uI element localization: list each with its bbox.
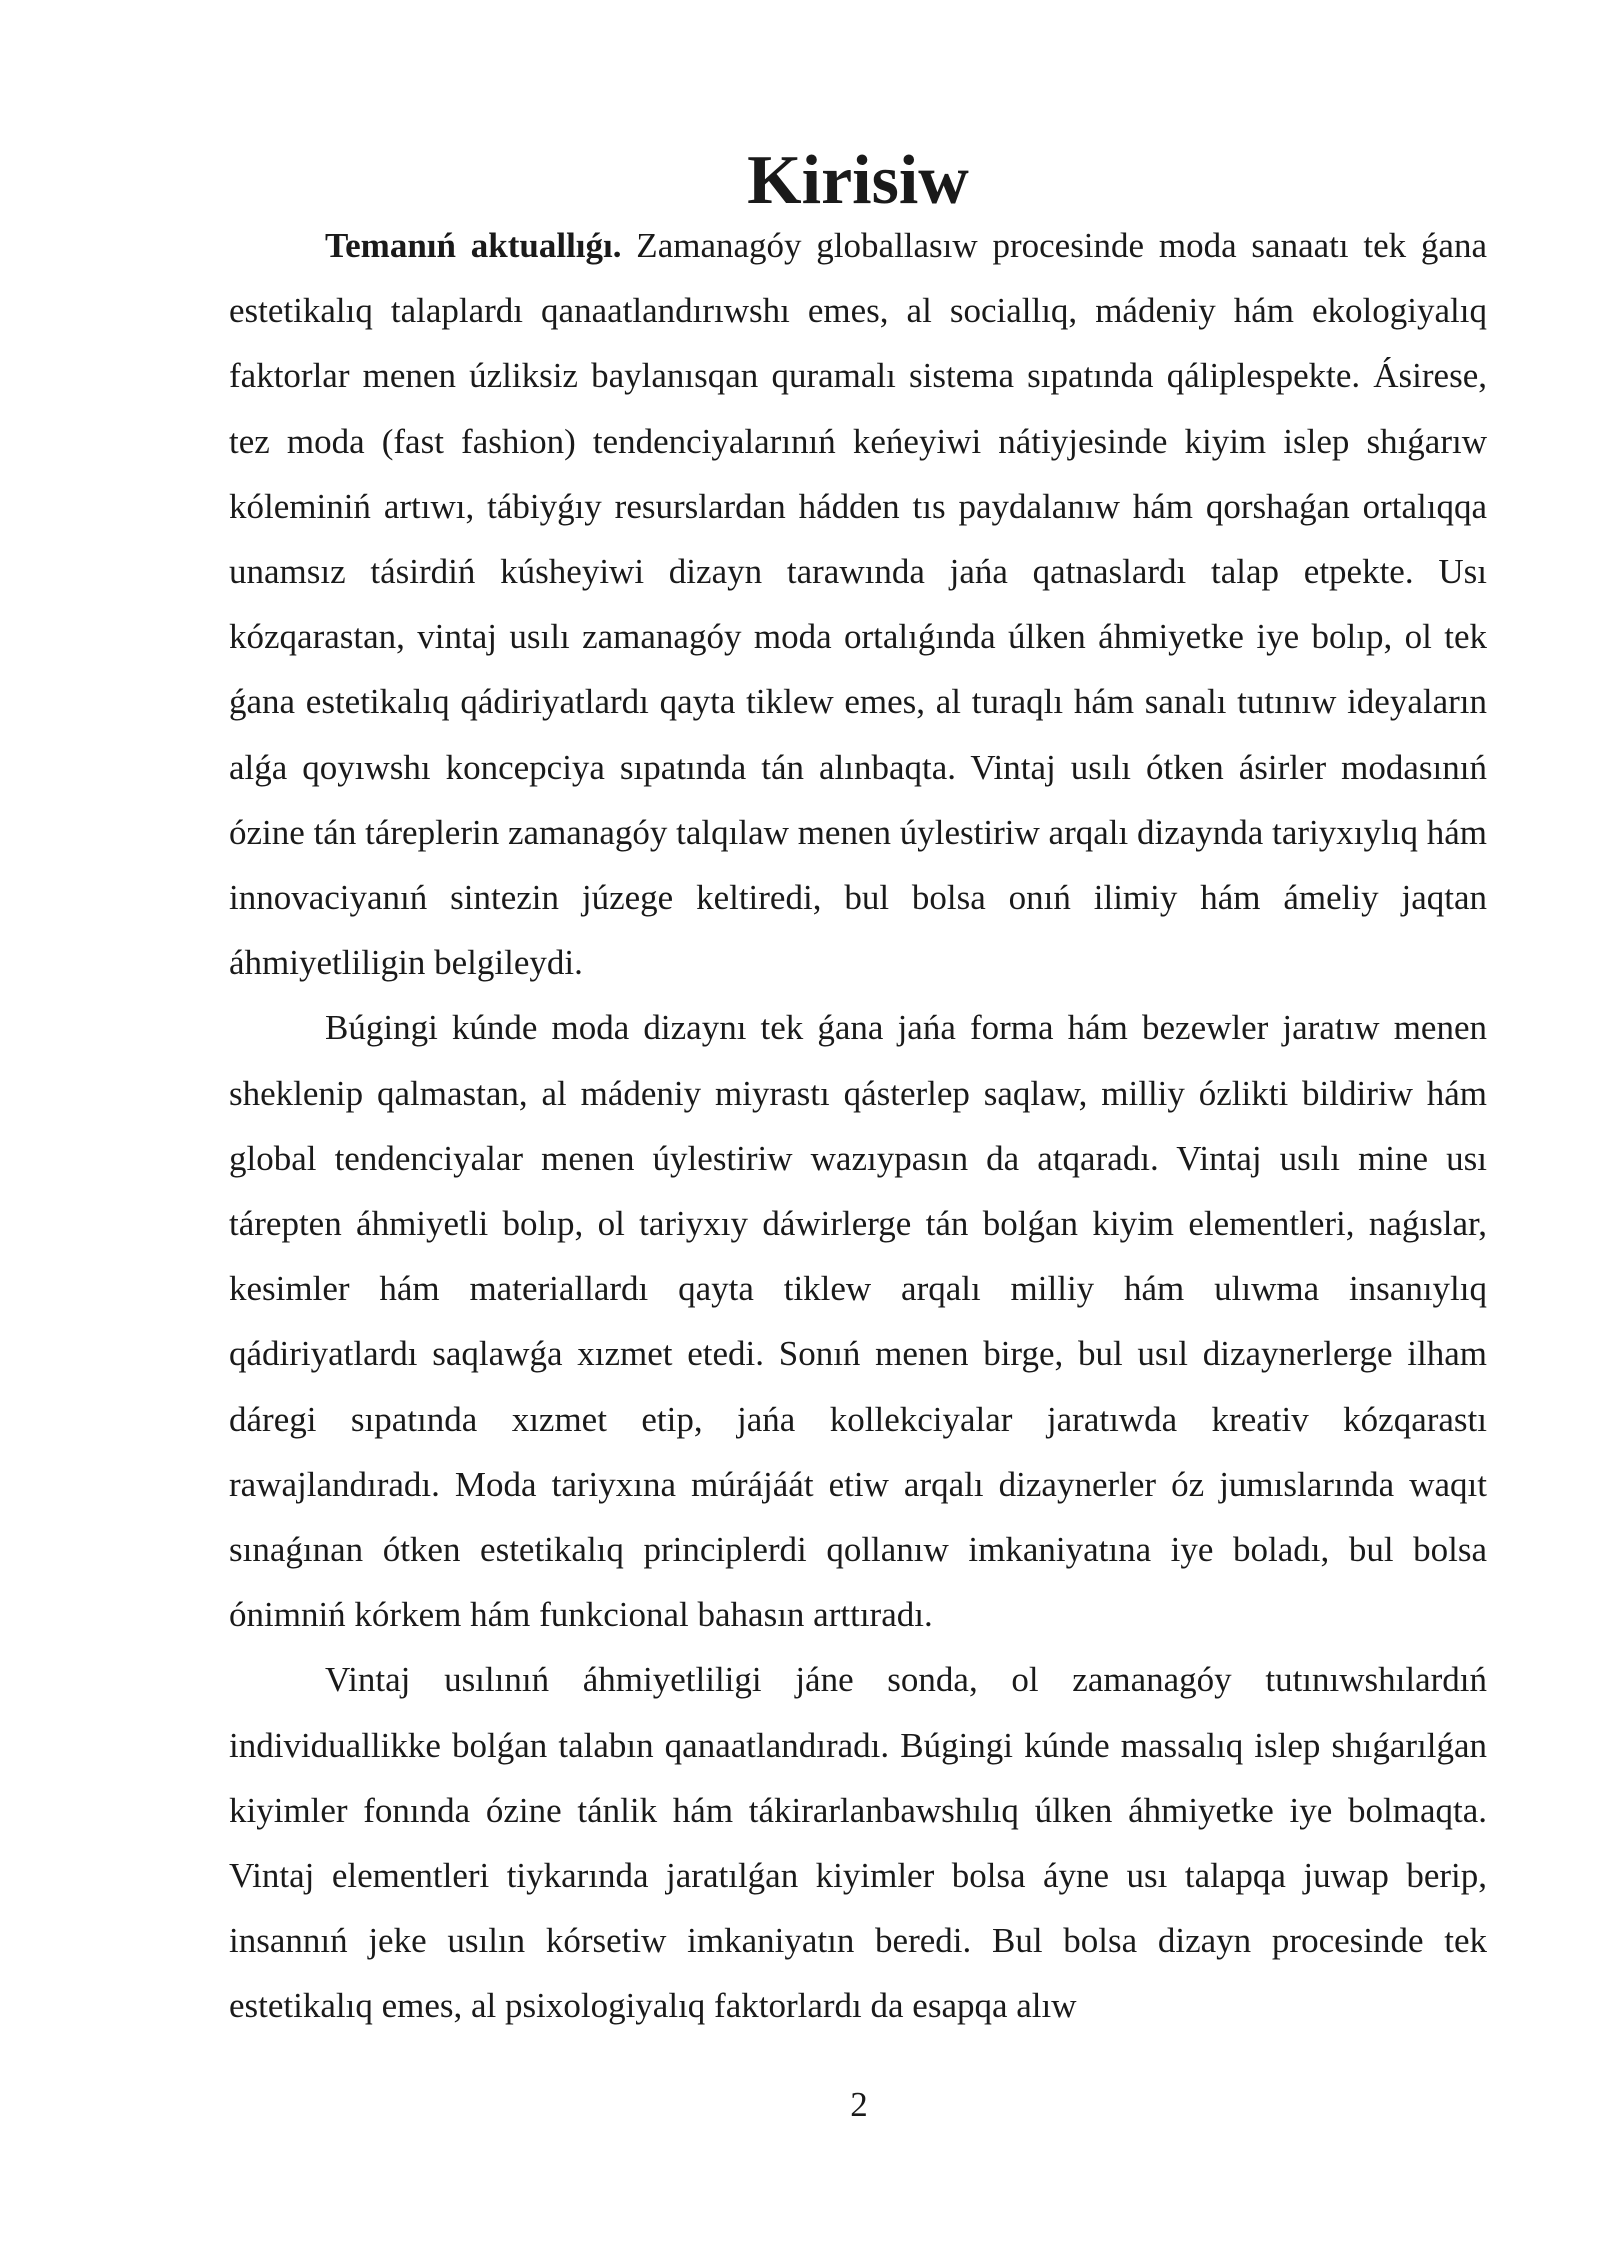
page-body [229, 142, 1487, 2039]
paragraph-individuality [229, 1647, 1487, 2038]
paragraph-lead: Temanıń aktuallıǵı. [325, 226, 622, 265]
section-title: Kirisiw [747, 142, 969, 219]
paragraph-relevance [229, 213, 1487, 995]
paragraph-text: Búgingi kúnde moda dizaynı tek ǵana jańa forma hám bezewler jaratıw menen sheklenip qalmastan, al mádeniy miyrastı qásterlep saqlaw, milliy ózlikti bildiriw hám global tendenciyalar menen úylestiriw wazıypasın da atqaradı. Vintaj usılı mine usı tárepten áhmiyetli bolıp, ol tariyxıy dáwirlerge tán bolǵan kiyim elementleri, naǵıslar, kesimler hám materiallardı qayta tiklew arqalı milliy hám ulıwma insanıylıq qádiriyatlardı saqlawǵa xızmet etedi. Sonıń menen birge, bul usıl dizaynerlerge ilham dáregi sıpatında xızmet etip, jańa kollekciyalar jaratıwda kreativ kózqarastı rawajlandıradı. Moda tariyxına múrájáát etiw arqalı dizaynerler óz jumıslarında waqıt sınaǵınan ótken estetikalıq principlerdi qollanıw imkaniyatına iye boladı, bul bolsa ónimniń kórkem hám funkcional bahasın arttıradı. [229, 1008, 1487, 1635]
paragraph-text: Vintaj usılınıń áhmiyetliligi jáne sonda, ol zamanagóy tutınıwshılardıń individuallikke bolǵan talabın qanaatlandıradı. Búgingi kúnde massalıq islep shıǵarılǵan kiyimler fonında ózine tánlik hám tákirarlanbawshılıq úlken áhmiyetke iye bolmaqta. Vintaj elementleri tiykarında jaratılǵan kiyimler bolsa áyne usı talapqa juwap berip, insannıń jeke usılın kórsetiw imkaniyatın beredi. Bul bolsa dizayn procesinde tek estetikalıq emes, al psixologiyalıq faktorlardı da esapqa alıw [229, 1660, 1487, 2026]
page-number: 2 [850, 2085, 868, 2124]
paragraph-text: Zamanagóy globallasıw procesinde moda sanaatı tek ǵana estetikalıq talaplardı qanaatlandırıwshı emes, al sociallıq, mádeniy hám ekologiyalıq faktorlar menen úzliksiz baylanısqan quramalı sistema sıpatında qáliplespekte. Ásirese, tez moda (fast fashion) tendenciyalarınıń keńeyiwi nátiyjesinde kiyim islep shıǵarıw kóleminiń artıwı, tábiyǵıy resurslardan hádden tıs paydalanıw hám qorshaǵan ortalıqqa unamsız tásirdiń kúsheyiwi dizayn tarawında jańa qatnaslardı talap etpekte. Usı kózqarastan, vintaj usılı zamanagóy moda ortalıǵında úlken áhmiyetke iye bolıp, ol tek ǵana estetikalıq qádiriyatlardı qayta tiklew emes, al turaqlı hám sanalı tutınıw ideyaların alǵa qoyıwshı koncepciya sıpatında tán alınbaqta. Vintaj usılı ótken ásirler modasınıń ózine tán táreplerin zamanagóy talqılaw menen úylestiriw arqalı dizaynda tariyxıylıq hám innovaciyanıń sintezin júzege keltiredi, bul bolsa onıń ilimiy hám ámeliy jaqtan áhmiyetliligin belgileydi. [229, 226, 1487, 983]
paragraph-design [229, 995, 1487, 1647]
